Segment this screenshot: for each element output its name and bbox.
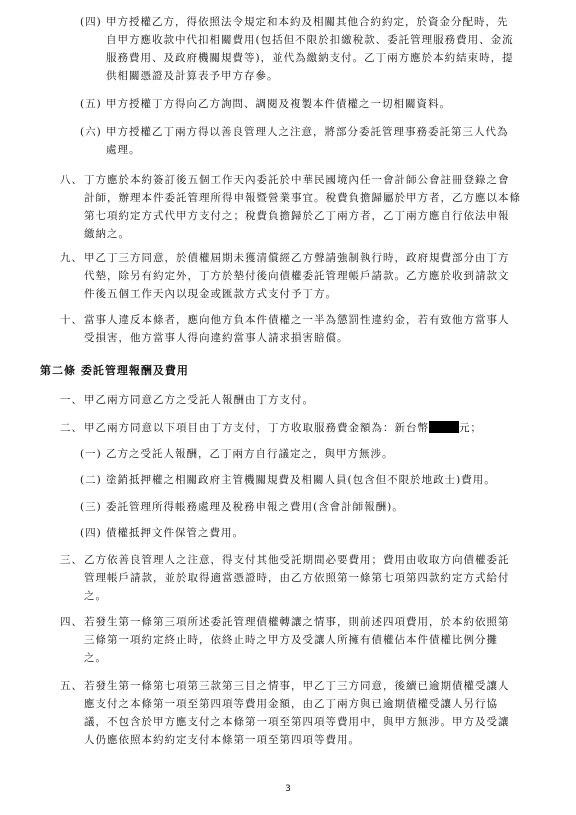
clause-line: 之。 <box>84 652 107 664</box>
clause-line: 若發生第一條第七項第三款第三目之情事，甲乙丁三方同意，後續已逾期債權受讓人 <box>84 680 510 692</box>
clause-line: 乙方之受託人報酬，乙丁兩方自行議定之，與甲方無涉。 <box>106 448 394 460</box>
clause-marker: (一) <box>80 448 102 460</box>
clause-marker: 八、 <box>60 174 83 186</box>
clause-marker: (四) <box>80 527 102 539</box>
clause-line: 人仍應依照本約約定支付本條第一項至第四項等費用。 <box>84 734 360 746</box>
clause-marker: 三、 <box>60 554 83 566</box>
clause-marker: 一、 <box>60 394 83 406</box>
clause-line: 乙方依善良管理人之注意，得支付其他受託期間必要費用；費用由收取方向債權委託 <box>84 554 510 566</box>
clause-line: 甲方授權乙丁兩方得以善良管理人之注意，將部分委託管理事務委託第三人代為 <box>106 126 509 138</box>
clause-text: 甲乙兩方同意以下項目由丁方支付，丁方收取服務費金額為：新台幣 <box>84 422 429 434</box>
clause-marker: 九、 <box>60 252 83 264</box>
clause-line: 議，不包含於甲方應支付之本條第一項至第四項等費用中，與甲方無涉。甲方及受讓 <box>84 716 510 728</box>
clause-line: 甲方授權丁方得向乙方詢問、調閱及複製本件債權之一切相關資料。 <box>106 98 451 110</box>
clause-marker: 十、 <box>60 314 83 326</box>
clause-line: 債權抵押文件保管之費用。 <box>106 527 244 539</box>
clause-marker: (三) <box>80 501 102 513</box>
clause-line: 第七項約定方式代甲方支付之；稅費負擔歸於乙丁兩方者，乙丁兩方應自行依法申報 <box>84 210 510 222</box>
clause-line: 管理帳戶請款，並於取得適當憑證時，由乙方依照第一條第七項第四款約定方式給付 <box>84 572 510 584</box>
clause-line: 三條第一項約定終止時，依終止時之甲方及受讓人所擁有債權佔本件債權比例分攤 <box>84 634 498 646</box>
clause-line: 處理。 <box>106 144 141 156</box>
clause-line: 甲乙兩方同意乙方之受託人報酬由丁方支付。 <box>84 394 314 406</box>
clause-line: 代墊，除另有約定外，丁方於墊付後向債權委託管理帳戶請款。乙方應於收到請款文 <box>84 270 510 282</box>
clause-line: 受損害，他方當事人得向違約當事人請求損害賠償。 <box>84 332 349 344</box>
clause-line: 若發生第一條第三項所述委託管理債權轉讓之情事，則前述四項費用，於本約依照第 <box>84 616 510 628</box>
clause-text-after: 元； <box>459 422 482 434</box>
clause-marker: 四、 <box>60 616 83 628</box>
section-heading: 第二條 委託管理報酬及費用 <box>40 364 189 377</box>
clause-line: 供相關憑證及計算表予甲方存參。 <box>106 70 279 82</box>
clause-line: 應支付之本條第一項至第四項等費用金額，由乙丁兩方與已逾期債權受讓人另行協 <box>84 698 498 710</box>
clause-line: 甲乙丁三方同意，於債權屆期未獲清償經乙方聲請強制執行時，政府規費部分由丁方 <box>84 252 510 264</box>
clause-line: 繳納之。 <box>84 228 130 240</box>
clause-line: 服務費用、及政府機關規費等)，並代為繳納支付。乙丁兩方應於本約結束時，提 <box>106 52 514 64</box>
clause-line: 計師，辦理本件委託管理所得申報暨營業事宜。稅費負擔歸屬於甲方者，乙方應以本條 <box>84 192 521 204</box>
clause-marker: (四) <box>80 16 102 28</box>
clause-marker: 二、 <box>60 422 83 434</box>
redacted-amount <box>429 421 459 433</box>
clause-line: 當事人違反本條者，應向他方負本件債權之一半為懲罰性違約金，若有致他方當事人 <box>84 314 510 326</box>
clause-line: 件後五個工作天內以現金或匯款方式支付予丁方。 <box>84 288 337 300</box>
page-number: 3 <box>285 784 291 794</box>
clause-marker: (五) <box>80 98 102 110</box>
clause-line: 委託管理所得帳務處理及稅務申報之費用(含會計師報酬)。 <box>106 501 404 513</box>
clause-line: 塗銷抵押權之相關政府主管機關規費及相關人員(包含但不限於地政士)費用。 <box>106 474 496 486</box>
clause-line <box>84 420 482 436</box>
clause-line: 之。 <box>84 590 107 602</box>
clause-line: 丁方應於本約簽訂後五個工作天內委託於中華民國境內任一會計師公會註冊登錄之會 <box>84 174 510 186</box>
clause-line: 自甲方應收款中代扣相關費用(包括但不限於扣繳稅款、委託管理服務費用、金流 <box>106 34 514 46</box>
clause-marker: (六) <box>80 126 102 138</box>
clause-marker: (二) <box>80 474 102 486</box>
clause-line: 甲方授權乙方，得依照法令規定和本約及相關其他合約約定，於資金分配時，先 <box>106 16 509 28</box>
clause-marker: 五、 <box>60 680 83 692</box>
